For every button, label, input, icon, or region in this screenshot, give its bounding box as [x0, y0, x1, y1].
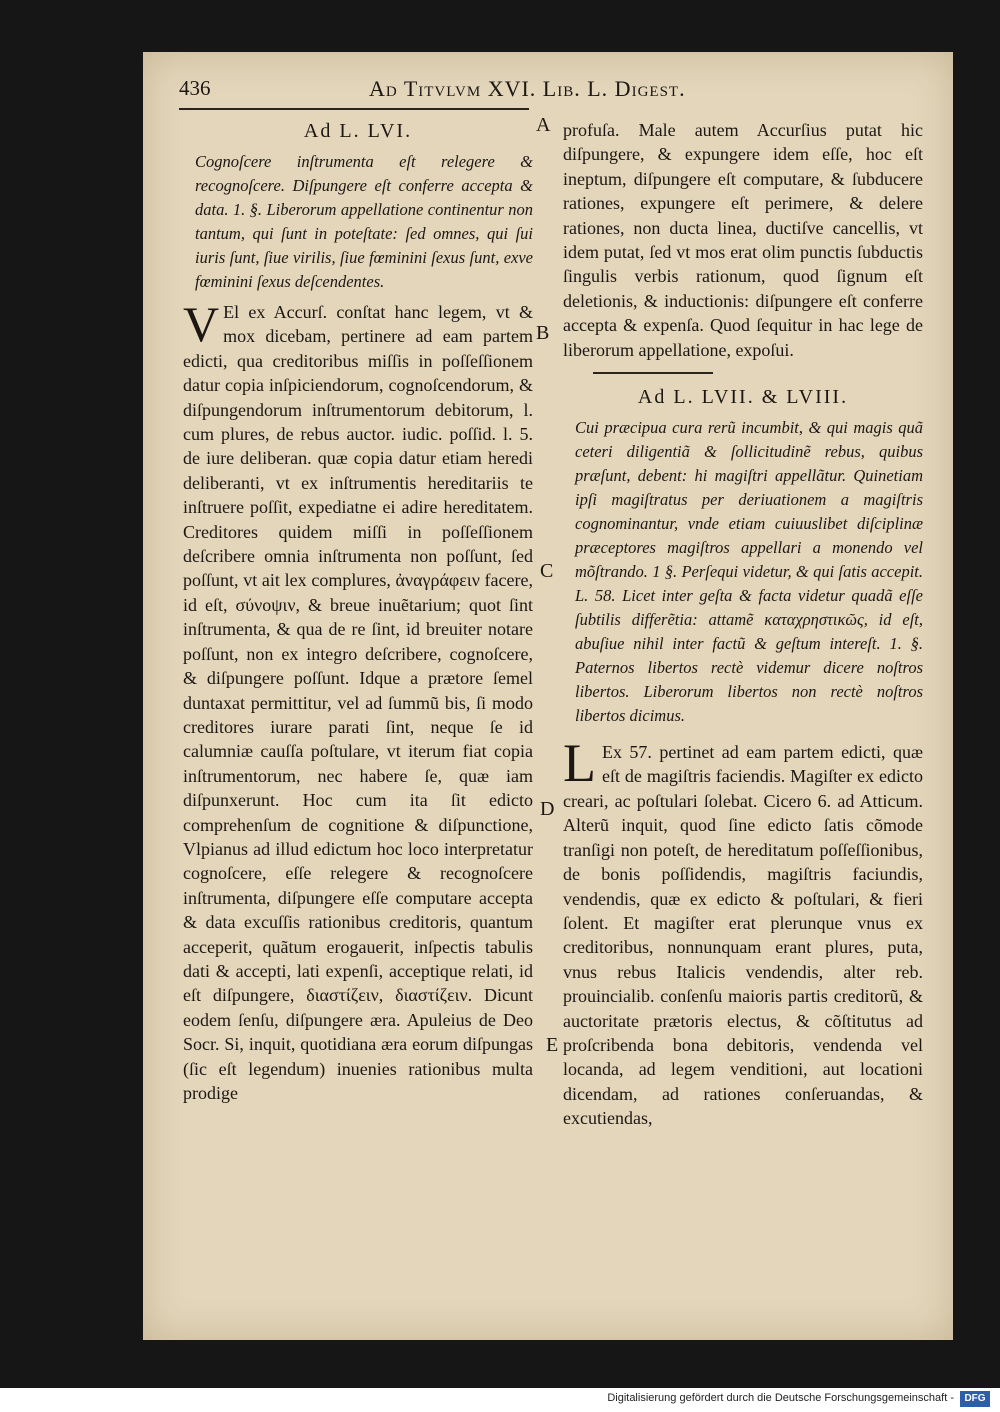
right-body-text: Ex 57. pertinet ad eam partem edicti, quæ eſt de magiſtris faciendis. Magiſter ex edicto creari, ac poſtulari ſolebat. Cicero 6. ad Atticum. Alterũ inquit, quod ſine edicto ſatis cõmode tranſigi non poteſt, de hereditatum poſſeſſionibus, de bonis poſſidendis, magiſtris faciundis, vendendis, quæ ex edicto & poſtulari, & fieri ſolent. Et magiſter erat plerunque vnus ex creditoribus, nonnunquam erant plures, puta, vnus rebus Italicis vendendis, alter reb. prouincialib. conſenſu maioris partis creditorũ, & auctoritate prætoris electus, & cõſtitutus ad proſcribenda bona debitoris, vendenda vel locanda, ad legem venditioni, aut locationi dicendam, ad rationes conſeruandas, & excutiendas,	[563, 742, 923, 1129]
right-column	[563, 118, 923, 1131]
left-heading: Ad L. LVI.	[303, 120, 413, 142]
margin-letter-b: B	[536, 322, 550, 344]
book-page	[143, 52, 953, 1340]
right-heading: Ad L. LVII. & LVIII.	[637, 386, 849, 409]
running-header	[179, 76, 919, 106]
section-rule	[593, 372, 713, 374]
dropcap-l: L	[563, 733, 596, 794]
margin-letter-d: D	[540, 798, 555, 820]
right-summary: Cui præcipua cura rerũ incumbit, & qui magis quã ceteri diligentiã & ſollicitudinẽ rebus, quibus præſunt, debent: hi magiſtri appellãtur. Quinetiam ipſi magiſtratus per deriuationem a magiſtris cognominantur, vnde etiam cuiuuslibet diſciplinæ præceptores magiſtros appellari a monendo vel mõſtrando. 1 §. Perſequi videtur, & qui ſatis accepit. L. 58. Licet inter geſta & facta videtur quadã eſſe ſubtilis differẽtia: attamẽ καταχρηστικῶς, id eſt, abuſiue nihil inter factũ & geſtum intereſt. 1. §. Paternos libertos rectè videmur dicere noſtros libertos. Liberorum libertos non rectè noſtros libertos dicimus.	[575, 418, 923, 726]
page-number: 436	[179, 76, 211, 100]
right-continuation: profuſa. Male autem Accurſius putat hic diſpungere, & expungere idem eſſe, hoc eſt ineptum, diſpungere eſt computare, & ſubducere rationes, expungere eſt perimere, & delere rationes, non ducta linea, ductiſve cancellis, vt idem putat, ſed vt mos erat olim punctis ſubductis ſingulis verbis rationum, quod ſignum eſt deletionis, & inductionis: diſpungere eſt conferre accepta & expenſa. Quod ſequitur in hac lege de liberorum appellatione, expoſui.	[563, 120, 923, 360]
margin-letter-c: C	[540, 560, 554, 582]
margin-letter-e: E	[546, 1034, 559, 1056]
left-body-text: El ex Accurſ. conſtat hanc legem, vt & mox dicebam, pertinere ad eam partem edicti, qua creditoribus miſſis in poſſeſſionem datur copia inſpiciendorum, cognoſcendorum, & diſpungendorum inſtrumentorum debitorum, l. cum plures, de rebus auctor. iudic. poſſid. l. 5. de iure deliberan. quæ copia datur etiam heredi deliberanti, vt ex inſtrumentis hereditariis te inſtruere poſſit, expediatne ei adire hereditatem. Creditores quidem miſſi in poſſeſſionem deſcribere omnia inſtrumenta non poſſunt, ſed poſſunt, vt ait lex complures, ἀναγράφειν facere, id eſt, σύνοψιν, & breue inuẽtarium; quot ſint inſtrumenta, & qua de re ſint, id breuiter notare poſſunt, non ex integro deſcribere, cognoſcere, & diſpungere poſſunt. Idque a prætore ſemel duntaxat permittitur, vel ad ſummũ bis, ſi modo creditores iurare parati ſint, neque ſe id calumniæ cauſſa poſtulare, vt iterum fiat copia inſtrumentorum, nec habere ſe, quæ iam diſpunxerunt. Hoc cum ita ſit edicto comprehenſum de cognitione & diſpunctione, Vlpianus ad illud edictum hoc loco interpretatur cognoſcere, eſſe relegere & recognoſcere inſtrumenta, diſpungere eſſe computare accepta & data excuſſis rationibus creditoris, quantum acceperit, quãtum erogauerit, inſpectis tabulis dati & accepti, lati expenſi, acceptique relati, id eſt diſpungere, διαστίζειν, διαστίζειν. Dicunt eodem ſenſu, diſpungere æra. Apuleius de Deo Socr. Si, inquit, quotidiana æra eorum diſpungas (ſic eſt legendum) inuenies rationibus multa prodige	[183, 302, 533, 1103]
dropcap-v: V	[183, 296, 220, 352]
footer-credit: Digitalisierung gefördert durch die Deutsche Forschungsgemeinschaft -	[607, 1392, 954, 1404]
running-title: Ad Titvlvm XVI. Lib. L. Digest.	[369, 76, 686, 101]
footer-bar	[0, 1388, 1000, 1412]
left-body	[183, 296, 533, 1105]
margin-letter-a: A	[536, 114, 551, 136]
left-header-rule	[179, 108, 529, 110]
right-body	[563, 733, 923, 1131]
dfg-logo-icon: DFG	[960, 1391, 990, 1407]
left-column	[183, 118, 533, 1105]
left-summary: Cognoſcere inſtrumenta eſt relegere & recognoſcere. Diſpungere eſt conferre accepta & data. 1. §. Liberorum appellatione continentur non tantum, qui ſunt in poteſtate: ſed omnes, qui ſui iuris ſunt, ſiue virilis, ſiue fœminini ſexus ſunt, exve fœminini ſexus deſcendentes.	[195, 152, 533, 291]
